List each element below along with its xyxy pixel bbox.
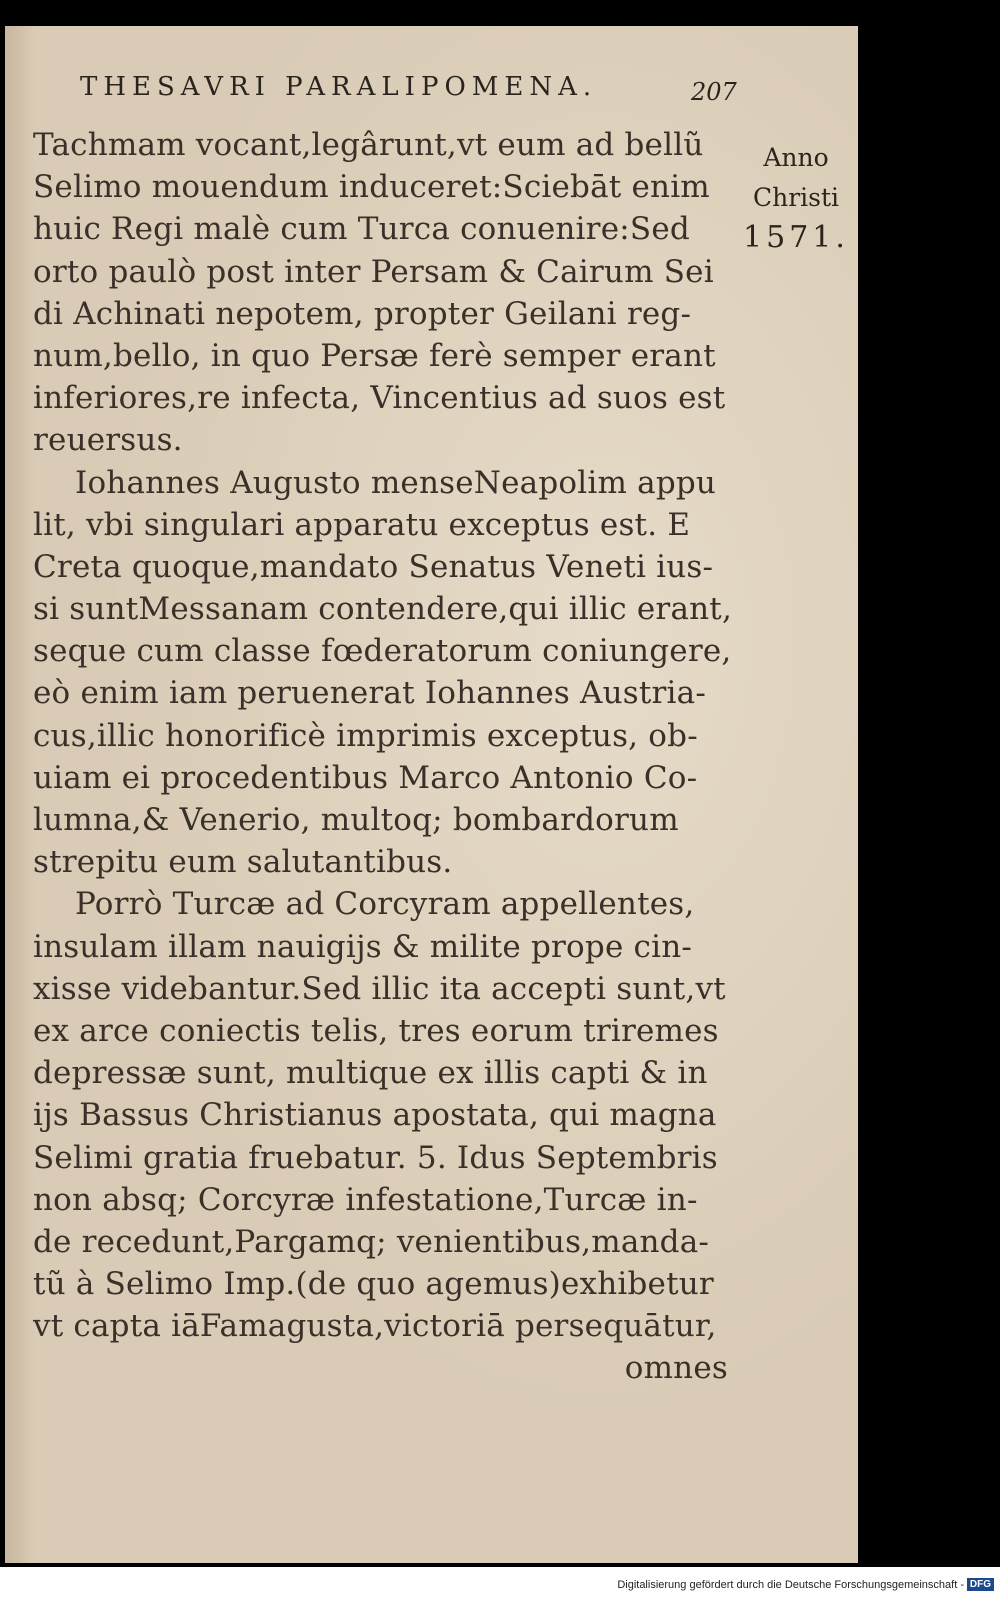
margin-note-christi: Christi	[752, 183, 840, 212]
funding-credit: Digitalisierung gefördert durch die Deutsche Forschungsgemeinschaft -	[617, 1579, 964, 1591]
text-line: Porrò Turcæ ad Corcyram appellentes,	[75, 886, 695, 923]
text-line: uiam ei procedentibus Marco Antonio Co-	[33, 759, 698, 796]
book-page	[5, 26, 858, 1563]
text-line: lit, vbi singulari apparatu exceptus est. E	[33, 506, 691, 543]
text-line: orto paulò post inter Persam & Cairum Sei	[33, 253, 714, 290]
text-line: vt capta iāFamagusta,victoriā persequātur,	[33, 1308, 717, 1345]
catchword: omnes	[624, 1350, 728, 1387]
text-line: insulam illam nauigijs & milite prope cin-	[33, 928, 693, 965]
text-line: Iohannes Augusto menseNeapolim appu	[75, 464, 717, 501]
text-line: eò enim iam peruenerat Iohannes Austria-	[33, 675, 707, 712]
text-line: di Achinati nepotem, propter Geilani reg-	[33, 295, 692, 332]
text-line: Selimo mouendum induceret:Sciebāt enim	[33, 169, 710, 206]
text-line: ijs Bassus Christianus apostata, qui magna	[33, 1097, 717, 1134]
margin-note-anno: Anno	[763, 143, 829, 172]
text-line: xisse videbantur.Sed illic ita accepti sunt,vt	[33, 970, 726, 1007]
text-line: reuersus.	[33, 422, 183, 459]
text-line: seque cum classe fœderatorum coniungere,	[33, 633, 732, 670]
page-number: 207	[691, 78, 737, 106]
text-line: huic Regi malè cum Turca conuenire:Sed	[33, 211, 690, 248]
text-line: ex arce coniectis telis, tres eorum triremes	[33, 1012, 719, 1049]
body-text	[33, 124, 738, 1390]
text-line: num,bello, in quo Persæ ferè semper erant	[33, 337, 716, 374]
text-line: Selimi gratia fruebatur. 5. Idus Septembris	[33, 1139, 718, 1176]
text-line: depressæ sunt, multique ex illis capti & in	[33, 1055, 708, 1092]
running-title: THESAVRI PARALIPOMENA.	[80, 72, 598, 102]
text-line: inferiores,re infecta, Vincentius ad suos est	[33, 380, 726, 417]
text-line: Tachmam vocant,legârunt,vt eum ad bellũ	[33, 127, 704, 163]
margin-note	[740, 138, 852, 258]
text-line: si suntMessanam contendere,qui illic erant,	[33, 591, 733, 628]
text-line: tũ à Selimo Imp.(de quo agemus)exhibetur	[33, 1266, 714, 1303]
text-line: Creta quoque,mandato Senatus Veneti ius-	[33, 548, 714, 585]
text-line: non absq; Corcyræ infestatione,Turcæ in-	[33, 1181, 698, 1218]
text-line: de recedunt,Pargamq; venientibus,manda-	[33, 1223, 710, 1260]
dfg-logo: DFG	[967, 1578, 994, 1591]
footer-bar	[0, 1567, 1000, 1603]
text-line: cus,illic honorificè imprimis exceptus, ob-	[33, 717, 698, 754]
text-line: strepitu eum salutantibus.	[33, 844, 453, 881]
margin-note-year: 1571.	[743, 220, 849, 255]
text-line: lumna,& Venerio, multoq; bombardorum	[33, 802, 679, 838]
